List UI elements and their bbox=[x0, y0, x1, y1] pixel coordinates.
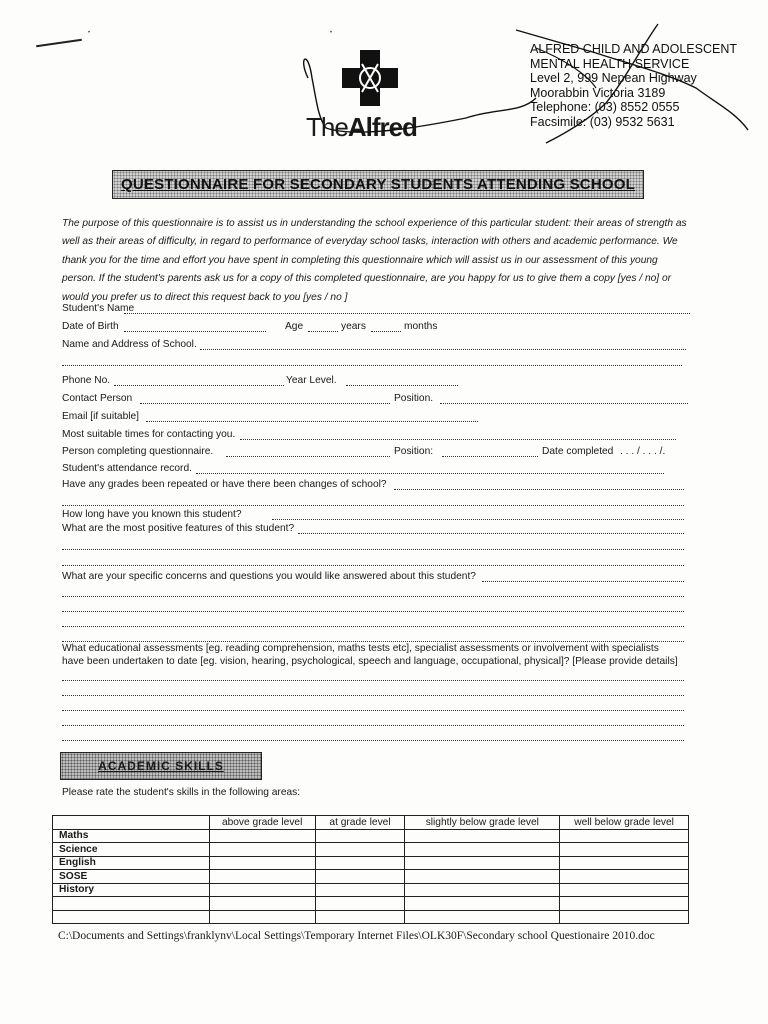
alfred-wordmark: TheAlfred bbox=[306, 112, 417, 142]
assessments-line5[interactable] bbox=[62, 738, 684, 741]
how-long-field[interactable] bbox=[272, 517, 684, 520]
rating-cell[interactable] bbox=[315, 843, 405, 857]
subject-label[interactable] bbox=[53, 897, 210, 911]
table-header-row bbox=[53, 816, 689, 830]
subject-label: Science bbox=[53, 843, 210, 857]
page-title: QUESTIONNAIRE FOR SECONDARY STUDENTS ATTENDING SCHOOL bbox=[121, 176, 635, 193]
positive-features-line3[interactable] bbox=[62, 563, 684, 566]
grades-field[interactable] bbox=[394, 487, 684, 490]
how-long-label: How long have you known this student? bbox=[62, 509, 242, 520]
age-months-field[interactable] bbox=[371, 329, 401, 332]
date-completed-label: Date completed bbox=[542, 446, 614, 457]
pen-mark bbox=[36, 39, 82, 47]
rating-cell[interactable] bbox=[315, 883, 405, 897]
person-completing-field[interactable] bbox=[226, 454, 390, 457]
table-row bbox=[53, 843, 689, 857]
rating-cell[interactable] bbox=[209, 870, 315, 884]
year-level-label: Year Level. bbox=[286, 375, 337, 386]
school-field[interactable] bbox=[200, 347, 686, 350]
rating-cell[interactable] bbox=[405, 897, 560, 911]
grades-field-line2[interactable] bbox=[62, 503, 684, 506]
service-address bbox=[530, 42, 737, 129]
rating-cell[interactable] bbox=[209, 883, 315, 897]
rating-cell[interactable] bbox=[560, 870, 689, 884]
stray-mark: • bbox=[330, 30, 333, 36]
age-years-field[interactable] bbox=[308, 329, 338, 332]
student-name-label: Student's Name bbox=[62, 303, 135, 314]
subject-label: History bbox=[53, 883, 210, 897]
concerns-line2[interactable] bbox=[62, 594, 684, 597]
person-completing-label: Person completing questionnaire. bbox=[62, 446, 214, 457]
address-line: Moorabbin Victoria 3189 bbox=[530, 85, 666, 100]
table-row bbox=[53, 829, 689, 843]
phone-field[interactable] bbox=[114, 383, 284, 386]
questionnaire-title-banner bbox=[112, 170, 644, 199]
school-field-line2[interactable] bbox=[62, 363, 682, 366]
address-line: Telephone: (03) 8552 0555 bbox=[530, 100, 680, 114]
file-path-footer: C:\Documents and Settings\franklynv\Local Settings\Temporary Internet Files\OLK30F\Secondary school Questionaire 2010.doc bbox=[58, 930, 655, 942]
dob-label: Date of Birth bbox=[62, 321, 119, 332]
subject-label: SOSE bbox=[53, 870, 210, 884]
assessments-line4[interactable] bbox=[62, 723, 684, 726]
rating-cell[interactable] bbox=[315, 910, 405, 924]
table-row bbox=[53, 897, 689, 911]
concerns-field[interactable] bbox=[482, 579, 684, 582]
rating-cell[interactable] bbox=[209, 843, 315, 857]
email-field[interactable] bbox=[146, 419, 478, 422]
contact-times-field[interactable] bbox=[240, 437, 676, 440]
skills-instruction: Please rate the student's skills in the following areas: bbox=[62, 787, 301, 798]
concerns-label: What are your specific concerns and questions you would like answered about this student? bbox=[62, 571, 476, 582]
rating-cell[interactable] bbox=[560, 829, 689, 843]
address-line: Level 2, 999 Nepean Highway bbox=[530, 71, 697, 85]
contact-person-field[interactable] bbox=[140, 401, 390, 404]
dob-field[interactable] bbox=[124, 329, 266, 332]
alfred-cross-logo-icon bbox=[342, 50, 398, 106]
attendance-field[interactable] bbox=[196, 471, 664, 474]
rating-cell[interactable] bbox=[315, 870, 405, 884]
table-row bbox=[53, 870, 689, 884]
academic-skills-heading: ACADEMIC SKILLS bbox=[60, 752, 262, 780]
positive-features-label: What are the most positive features of this student? bbox=[62, 523, 295, 534]
rating-cell[interactable] bbox=[405, 843, 560, 857]
rating-cell[interactable] bbox=[405, 910, 560, 924]
rating-cell[interactable] bbox=[405, 829, 560, 843]
address-line: Facsimile: (03) 9532 5631 bbox=[530, 114, 675, 129]
table-row bbox=[53, 856, 689, 870]
position-label: Position. bbox=[394, 393, 434, 404]
intro-paragraph: The purpose of this questionnaire is to assist us in understanding the school experience of this particular student: their areas of strength as well as their areas of difficulty, in regard to performance of everyday school tasks, interaction with others and academic performance. We thank you for the time and effort you have spent in completing this questionnaire which will assist us in our assessment of this young person. If the student's parents ask us for a copy of this completed questionnaire, are you happy for us to give them a copy [yes / no] or would you prefer us to direct this request back to you [yes / no ] bbox=[62, 218, 687, 303]
rating-cell[interactable] bbox=[315, 897, 405, 911]
position2-field[interactable] bbox=[442, 454, 538, 457]
rating-cell[interactable] bbox=[209, 910, 315, 924]
table-row bbox=[53, 910, 689, 924]
table-row bbox=[53, 883, 689, 897]
assessments-label-line1: What educational assessments [eg. reading comprehension, maths tests etc], specialist assessments or involvement with specialists bbox=[62, 643, 659, 654]
year-level-field[interactable] bbox=[346, 383, 458, 386]
skills-rating-table bbox=[52, 815, 689, 924]
position2-label: Position: bbox=[394, 446, 434, 457]
concerns-line3[interactable] bbox=[62, 609, 684, 612]
rating-cell[interactable] bbox=[209, 829, 315, 843]
rating-cell[interactable] bbox=[405, 870, 560, 884]
student-name-field[interactable] bbox=[124, 311, 690, 314]
column-header: well below grade level bbox=[560, 816, 689, 830]
position-field[interactable] bbox=[440, 401, 688, 404]
rating-cell[interactable] bbox=[209, 897, 315, 911]
concerns-line4[interactable] bbox=[62, 624, 684, 627]
rating-cell[interactable] bbox=[315, 829, 405, 843]
assessments-line2[interactable] bbox=[62, 693, 684, 696]
address-line: ALFRED CHILD AND ADOLESCENT bbox=[530, 42, 737, 56]
stray-mark: • bbox=[88, 30, 91, 36]
attendance-label: Student's attendance record. bbox=[62, 463, 192, 474]
years-label: years bbox=[341, 321, 366, 332]
assessments-line3[interactable] bbox=[62, 708, 684, 711]
assessments-label-line2: have been undertaken to date [eg. vision, hearing, psychological, speech and language, occupational, physical]? [Please provide details] bbox=[62, 656, 678, 667]
address-line: MENTAL HEALTH SERVICE bbox=[530, 56, 690, 71]
column-header: at grade level bbox=[315, 816, 405, 830]
phone-label: Phone No. bbox=[62, 375, 111, 386]
contact-times-label: Most suitable times for contacting you. bbox=[62, 429, 236, 440]
rating-cell[interactable] bbox=[560, 910, 689, 924]
grades-label: Have any grades been repeated or have there been changes of school? bbox=[62, 479, 387, 490]
rating-cell[interactable] bbox=[405, 856, 560, 870]
rating-cell[interactable] bbox=[209, 856, 315, 870]
column-header-subject bbox=[53, 816, 210, 830]
rating-cell[interactable] bbox=[560, 883, 689, 897]
email-label: Email [if suitable] bbox=[62, 411, 140, 422]
column-header: above grade level bbox=[209, 816, 315, 830]
subject-label[interactable] bbox=[53, 910, 210, 924]
rating-cell[interactable] bbox=[315, 856, 405, 870]
rating-cell[interactable] bbox=[560, 856, 689, 870]
rating-cell[interactable] bbox=[560, 897, 689, 911]
months-label: months bbox=[404, 321, 438, 332]
positive-features-line2[interactable] bbox=[62, 547, 684, 550]
date-completed-field[interactable]: . . . / . . . /. bbox=[620, 446, 666, 457]
positive-features-field[interactable] bbox=[298, 531, 684, 534]
school-label: Name and Address of School. bbox=[62, 339, 197, 350]
rating-cell[interactable] bbox=[560, 843, 689, 857]
column-header: slightly below grade level bbox=[405, 816, 560, 830]
age-label: Age bbox=[285, 321, 304, 332]
subject-label: Maths bbox=[53, 829, 210, 843]
contact-person-label: Contact Person bbox=[62, 393, 133, 404]
subject-label: English bbox=[53, 856, 210, 870]
assessments-line1[interactable] bbox=[62, 678, 684, 681]
rating-cell[interactable] bbox=[405, 883, 560, 897]
